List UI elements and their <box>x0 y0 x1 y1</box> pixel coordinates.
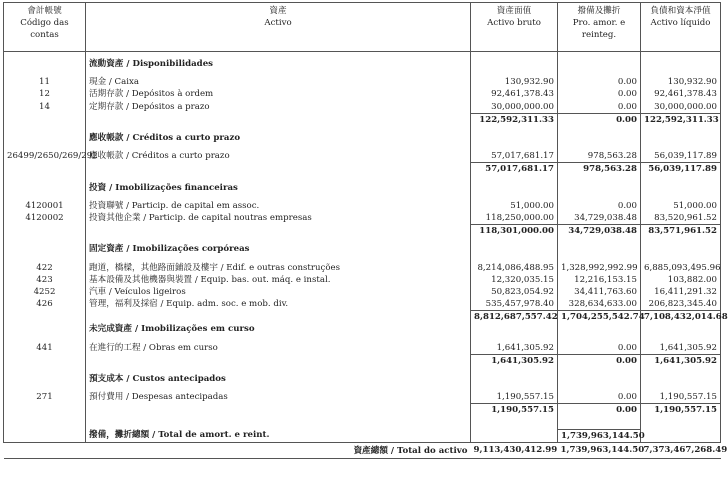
net-value-cell <box>641 182 721 194</box>
amortization-value-cell <box>558 132 641 144</box>
amortization-value-cell <box>558 182 641 194</box>
net-value-cell <box>641 243 721 255</box>
header-net <box>641 3 721 52</box>
description-cell: 管理，福利及採宿 / Equip. adm. soc. e mob. div. <box>86 298 471 311</box>
net-value-cell <box>641 58 721 70</box>
description-cell: 投資其他企業 / Particip. de capital noutras empresas <box>86 212 471 225</box>
net-value-cell: 6,885,093,495.96 <box>641 261 721 273</box>
gross-value-cell: 57,017,681.17 <box>471 163 558 176</box>
amortization-value-cell: 0.00 <box>558 88 641 100</box>
amortization-value-cell: 0.00 <box>558 391 641 404</box>
net-value-cell <box>641 323 721 335</box>
gross-value-cell <box>471 323 558 335</box>
header-gross <box>471 3 558 52</box>
description-cell: 應收帳款 / Créditos a curto prazo <box>86 150 471 163</box>
code-cell <box>4 429 86 442</box>
amortization-value-cell: 0.00 <box>558 101 641 114</box>
net-value-cell: 56,039,117.89 <box>641 163 721 176</box>
item-row <box>4 298 721 311</box>
section-row <box>4 58 721 70</box>
gross-value-cell <box>471 429 558 442</box>
amortization-value-cell <box>558 373 641 385</box>
amortization-value-cell: 978,563.28 <box>558 163 641 176</box>
code-cell: 423 <box>4 274 86 286</box>
item-row <box>4 88 721 100</box>
gross-value-cell: 1,190,557.15 <box>471 404 558 417</box>
net-value-cell: 92,461,378.43 <box>641 88 721 100</box>
gross-value-cell: 1,641,305.92 <box>471 342 558 355</box>
subtotal-row <box>4 311 721 324</box>
amortization-value-cell: 328,634,633.00 <box>558 298 641 311</box>
description-cell <box>86 163 471 176</box>
code-cell <box>4 373 86 385</box>
description-cell: 定期存款 / Depósitos a prazo <box>86 101 471 114</box>
header-code-line-3: contas <box>30 30 59 40</box>
subtotal-row <box>4 354 721 367</box>
net-value-cell: 7,108,432,014.68 <box>641 311 721 324</box>
description-cell: 應收帳款 / Créditos a curto prazo <box>86 132 471 144</box>
total-gross: 9,113,430,412.99 <box>471 442 558 458</box>
net-value-cell: 122,592,311.33 <box>641 113 721 126</box>
gross-value-cell <box>471 132 558 144</box>
item-row <box>4 286 721 298</box>
amortization-value-cell: 1,328,992,992.99 <box>558 261 641 273</box>
code-cell <box>4 113 86 126</box>
item-row <box>4 391 721 404</box>
amortization-value-cell: 34,411,763.60 <box>558 286 641 298</box>
gross-value-cell <box>471 182 558 194</box>
gross-value-cell <box>471 58 558 70</box>
item-row <box>4 150 721 163</box>
total-code-cell <box>4 442 86 458</box>
description-cell: 流動資產 / Disponibilidades <box>86 58 471 70</box>
code-cell <box>4 354 86 367</box>
gross-value-cell: 1,641,305.92 <box>471 354 558 367</box>
net-value-cell: 83,571,961.52 <box>641 225 721 238</box>
code-cell: 426 <box>4 298 86 311</box>
header-amort-line-3: reinteg. <box>581 30 617 40</box>
description-cell <box>86 354 471 367</box>
section-row <box>4 243 721 255</box>
net-value-cell: 1,641,305.92 <box>641 354 721 367</box>
item-row <box>4 76 721 88</box>
description-cell: 汽車 / Veículos ligeiros <box>86 286 471 298</box>
code-cell <box>4 58 86 70</box>
code-cell <box>4 323 86 335</box>
amortization-value-cell: 34,729,038.48 <box>558 212 641 225</box>
header-asset-line-2: Activo <box>264 18 292 28</box>
header-amort-line-1: 撥備及攤折 <box>577 6 621 16</box>
total-amort: 1,739,963,144.50 <box>558 442 641 458</box>
code-cell <box>4 404 86 417</box>
section-row <box>4 182 721 194</box>
amortization-value-cell: 0.00 <box>558 354 641 367</box>
net-value-cell: 130,932.90 <box>641 76 721 88</box>
code-cell: 11 <box>4 76 86 88</box>
amortization-value-cell <box>558 243 641 255</box>
description-cell <box>86 113 471 126</box>
header-gross-line-1: 資產面值 <box>496 6 532 16</box>
subtotal-row <box>4 404 721 417</box>
code-cell: 12 <box>4 88 86 100</box>
item-row <box>4 101 721 114</box>
item-row <box>4 261 721 273</box>
code-cell: 422 <box>4 261 86 273</box>
gross-value-cell <box>471 243 558 255</box>
gross-value-cell: 130,932.90 <box>471 76 558 88</box>
gross-value-cell <box>471 373 558 385</box>
description-cell: 現金 / Caixa <box>86 76 471 88</box>
net-value-cell: 103,882.00 <box>641 274 721 286</box>
gross-value-cell: 30,000,000.00 <box>471 101 558 114</box>
section-row <box>4 373 721 385</box>
gross-value-cell: 12,320,035.15 <box>471 274 558 286</box>
gross-value-cell: 92,461,378.43 <box>471 88 558 100</box>
code-cell <box>4 163 86 176</box>
amortization-value-cell <box>558 323 641 335</box>
total-net: 7,373,467,268.49 <box>641 442 721 458</box>
header-code <box>4 3 86 52</box>
table-body <box>4 52 728 443</box>
amortization-value-cell: 0.00 <box>558 342 641 355</box>
header-code-line-1: 會計帳號 <box>27 6 62 16</box>
description-cell <box>86 225 471 238</box>
header-asset-line-1: 資產 <box>269 6 287 16</box>
amortization-value-cell: 0.00 <box>558 76 641 88</box>
description-cell: 跑道，橋樑，其他路面鋪設及樓宇 / Edif. e outras construções <box>86 261 471 273</box>
amortization-value-cell: 1,704,255,542.74 <box>558 311 641 324</box>
gross-value-cell: 8,812,687,557.42 <box>471 311 558 324</box>
section-row <box>4 323 721 335</box>
net-value-cell: 1,190,557.15 <box>641 404 721 417</box>
section-row <box>4 132 721 144</box>
header-gross-line-2: Activo bruto <box>487 18 541 28</box>
code-cell: 271 <box>4 391 86 404</box>
item-row <box>4 342 721 355</box>
subtotal-row <box>4 113 721 126</box>
amortization-value-cell <box>558 58 641 70</box>
total-row <box>4 442 721 458</box>
description-cell: 撥備，攤折總額 / Total de amort. e reint. <box>86 429 471 442</box>
amortization-value-cell: 0.00 <box>558 113 641 126</box>
gross-value-cell: 118,301,000.00 <box>471 225 558 238</box>
header-code-line-2: Código das <box>20 18 69 28</box>
net-value-cell <box>641 429 721 442</box>
subtotal-row <box>4 163 721 176</box>
table-header <box>4 3 721 52</box>
gross-value-cell: 118,250,000.00 <box>471 212 558 225</box>
description-cell: 在進行的工程 / Obras em curso <box>86 342 471 355</box>
net-value-cell: 51,000.00 <box>641 200 721 212</box>
code-cell <box>4 243 86 255</box>
total-label: 資產總額 / Total do activo <box>86 442 471 458</box>
gross-value-cell: 535,457,978.40 <box>471 298 558 311</box>
net-value-cell: 1,641,305.92 <box>641 342 721 355</box>
net-value-cell: 83,520,961.52 <box>641 212 721 225</box>
subtotal-row <box>4 225 721 238</box>
header-amort-line-2: Pro. amor. e <box>572 18 626 28</box>
gross-value-cell: 51,000.00 <box>471 200 558 212</box>
amortization-value-cell: 0.00 <box>558 200 641 212</box>
description-cell: 活期存款 / Depósitos à ordem <box>86 88 471 100</box>
item-row <box>4 274 721 286</box>
description-cell: 固定資產 / Imobilizações corpóreas <box>86 243 471 255</box>
net-value-cell: 1,190,557.15 <box>641 391 721 404</box>
net-value-cell: 206,823,345.40 <box>641 298 721 311</box>
amortization-value-cell: 0.00 <box>558 404 641 417</box>
amortization-value-cell: 1,739,963,144.50 <box>558 429 641 442</box>
header-net-line-1: 負債和資本淨值 <box>650 6 711 16</box>
net-value-cell <box>641 373 721 385</box>
net-value-cell: 16,411,291.32 <box>641 286 721 298</box>
code-cell: 26499/2650/269/292 <box>4 150 86 163</box>
balance-sheet-table <box>3 2 728 459</box>
description-cell: 預支成本 / Custos antecipados <box>86 373 471 385</box>
code-cell <box>4 132 86 144</box>
code-cell: 4252 <box>4 286 86 298</box>
gross-value-cell: 50,823,054.92 <box>471 286 558 298</box>
item-row <box>4 212 721 225</box>
gross-value-cell: 122,592,311.33 <box>471 113 558 126</box>
gross-value-cell: 1,190,557.15 <box>471 391 558 404</box>
description-cell: 預付費用 / Despesas antecipadas <box>86 391 471 404</box>
item-row <box>4 200 721 212</box>
net-value-cell <box>641 132 721 144</box>
code-cell: 441 <box>4 342 86 355</box>
description-cell <box>86 404 471 417</box>
header-amort <box>558 3 641 52</box>
net-value-cell: 30,000,000.00 <box>641 101 721 114</box>
code-cell <box>4 182 86 194</box>
header-asset <box>86 3 471 52</box>
code-cell: 4120002 <box>4 212 86 225</box>
description-cell: 投資聯號 / Particip. de capital em assoc. <box>86 200 471 212</box>
header-net-line-2: Activo líquido <box>650 18 711 28</box>
amort-row <box>4 429 721 442</box>
gross-value-cell: 57,017,681.17 <box>471 150 558 163</box>
description-cell <box>86 311 471 324</box>
code-cell: 4120001 <box>4 200 86 212</box>
description-cell: 未完成資產 / Imobilizações em curso <box>86 323 471 335</box>
code-cell <box>4 311 86 324</box>
description-cell: 基本設備及其他機器與裝置 / Equip. bas. out. máq. e instal. <box>86 274 471 286</box>
net-value-cell: 56,039,117.89 <box>641 150 721 163</box>
amortization-value-cell: 34,729,038.48 <box>558 225 641 238</box>
amortization-value-cell: 12,216,153.15 <box>558 274 641 286</box>
description-cell: 投資 / Imobilizações financeiras <box>86 182 471 194</box>
code-cell: 14 <box>4 101 86 114</box>
code-cell <box>4 225 86 238</box>
amortization-value-cell: 978,563.28 <box>558 150 641 163</box>
gross-value-cell: 8,214,086,488.95 <box>471 261 558 273</box>
